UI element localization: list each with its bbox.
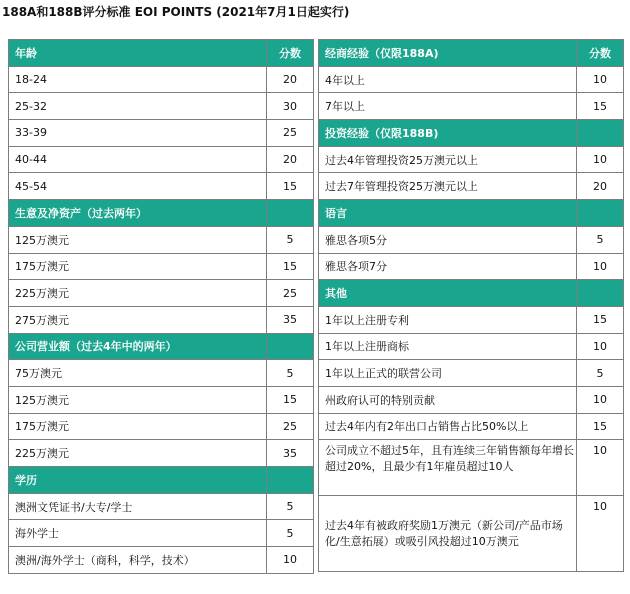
section-header-label: 其他 [319, 280, 577, 307]
criterion-label: 过去4年内有2年出口占销售占比50%以上 [319, 413, 577, 440]
points-value: 5 [267, 520, 314, 547]
table-row [319, 66, 624, 93]
section-header-label: 投资经验（仅限188B) [319, 120, 577, 147]
table-row [9, 173, 314, 200]
criterion-label: 州政府认可的特别贡献 [319, 386, 577, 413]
points-value: 20 [267, 146, 314, 173]
table-row [9, 547, 314, 574]
points-value: 10 [577, 386, 624, 413]
section-header-label: 语言 [319, 200, 577, 227]
section-header-points: 分数 [577, 40, 624, 67]
section-header-points [577, 280, 624, 307]
section-header-row [9, 40, 314, 67]
points-value: 15 [577, 306, 624, 333]
criterion-label: 225万澳元 [9, 280, 267, 307]
section-header-label: 公司营业额（过去4年中的两年） [9, 333, 267, 360]
points-value: 5 [267, 360, 314, 387]
criterion-label: 澳洲/海外学士（商科，科学，技术） [9, 547, 267, 574]
criterion-label: 1年以上注册商标 [319, 333, 577, 360]
criterion-label: 125万澳元 [9, 226, 267, 253]
criterion-label: 275万澳元 [9, 306, 267, 333]
section-header-points [577, 200, 624, 227]
points-value: 35 [267, 440, 314, 467]
section-header-row [319, 120, 624, 147]
criterion-label: 125万澳元 [9, 386, 267, 413]
points-value: 15 [267, 386, 314, 413]
section-header-label: 经商经验（仅限188A) [319, 40, 577, 67]
section-header-label: 生意及净资产（过去两年） [9, 200, 267, 227]
table-row [9, 253, 314, 280]
table-row [9, 360, 314, 387]
points-value: 10 [577, 146, 624, 173]
criterion-label: 澳洲文凭证书/大专/学士 [9, 493, 267, 520]
table-row [9, 440, 314, 467]
table-row [319, 413, 624, 440]
points-value: 10 [577, 496, 624, 572]
points-value: 15 [577, 93, 624, 120]
left-points-table [8, 39, 314, 574]
right-points-table [318, 39, 624, 572]
points-value: 10 [577, 333, 624, 360]
points-value: 10 [577, 440, 624, 496]
points-value: 20 [577, 173, 624, 200]
criterion-label: 公司成立不超过5年，且有连续三年销售额每年增长超过20%，且最少有1年雇员超过10人 [319, 440, 577, 496]
criterion-label: 4年以上 [319, 66, 577, 93]
points-value: 20 [267, 66, 314, 93]
section-header-row [319, 280, 624, 307]
criterion-label: 过去4年管理投资25万澳元以上 [319, 146, 577, 173]
criterion-label: 40-44 [9, 146, 267, 173]
points-value: 5 [577, 226, 624, 253]
table-row [9, 520, 314, 547]
table-row [319, 173, 624, 200]
section-header-row [319, 40, 624, 67]
table-row [319, 333, 624, 360]
table-row [319, 146, 624, 173]
criterion-label: 175万澳元 [9, 253, 267, 280]
points-value: 15 [267, 253, 314, 280]
section-header-row [9, 200, 314, 227]
points-value: 5 [267, 493, 314, 520]
table-row [9, 120, 314, 147]
criterion-label: 175万澳元 [9, 413, 267, 440]
section-header-label: 学历 [9, 467, 267, 494]
table-row [9, 226, 314, 253]
table-row [9, 66, 314, 93]
section-header-row [9, 467, 314, 494]
criterion-label: 7年以上 [319, 93, 577, 120]
table-row [319, 93, 624, 120]
section-header-points [267, 333, 314, 360]
points-value: 5 [577, 360, 624, 387]
criterion-label: 33-39 [9, 120, 267, 147]
section-header-points [577, 120, 624, 147]
table-row [319, 440, 624, 496]
criterion-label: 过去7年管理投资25万澳元以上 [319, 173, 577, 200]
criterion-label: 1年以上注册专利 [319, 306, 577, 333]
table-row [319, 386, 624, 413]
section-header-points [267, 200, 314, 227]
points-value: 10 [577, 253, 624, 280]
points-value: 25 [267, 280, 314, 307]
points-value: 35 [267, 306, 314, 333]
criterion-label: 过去4年有被政府奖励1万澳元（新公司/产品市场化/生意拓展）或吸引风投超过10万澳元 [319, 496, 577, 572]
points-value: 10 [577, 66, 624, 93]
points-value: 25 [267, 413, 314, 440]
criterion-label: 25-32 [9, 93, 267, 120]
section-header-row [319, 200, 624, 227]
points-value: 5 [267, 226, 314, 253]
criterion-label: 雅思各项5分 [319, 226, 577, 253]
criterion-label: 75万澳元 [9, 360, 267, 387]
criterion-label: 225万澳元 [9, 440, 267, 467]
table-row [319, 360, 624, 387]
table-row [9, 306, 314, 333]
section-header-row [9, 333, 314, 360]
table-row [9, 493, 314, 520]
criterion-label: 雅思各项7分 [319, 253, 577, 280]
table-row [9, 413, 314, 440]
section-header-points: 分数 [267, 40, 314, 67]
table-row [9, 146, 314, 173]
table-row [319, 226, 624, 253]
points-value: 10 [267, 547, 314, 574]
section-header-label: 年龄 [9, 40, 267, 67]
criterion-label: 海外学士 [9, 520, 267, 547]
table-row [319, 306, 624, 333]
section-header-points [267, 467, 314, 494]
table-row [9, 280, 314, 307]
table-row [319, 253, 624, 280]
points-value: 15 [267, 173, 314, 200]
table-row [9, 93, 314, 120]
criterion-label: 45-54 [9, 173, 267, 200]
table-row [319, 496, 624, 572]
points-value: 25 [267, 120, 314, 147]
table-row [9, 386, 314, 413]
page-title: 188A和188B评分标准 EOI POINTS (2021年7月1日起实行) [2, 5, 350, 19]
criterion-label: 18-24 [9, 66, 267, 93]
points-value: 15 [577, 413, 624, 440]
points-value: 30 [267, 93, 314, 120]
criterion-label: 1年以上正式的联营公司 [319, 360, 577, 387]
